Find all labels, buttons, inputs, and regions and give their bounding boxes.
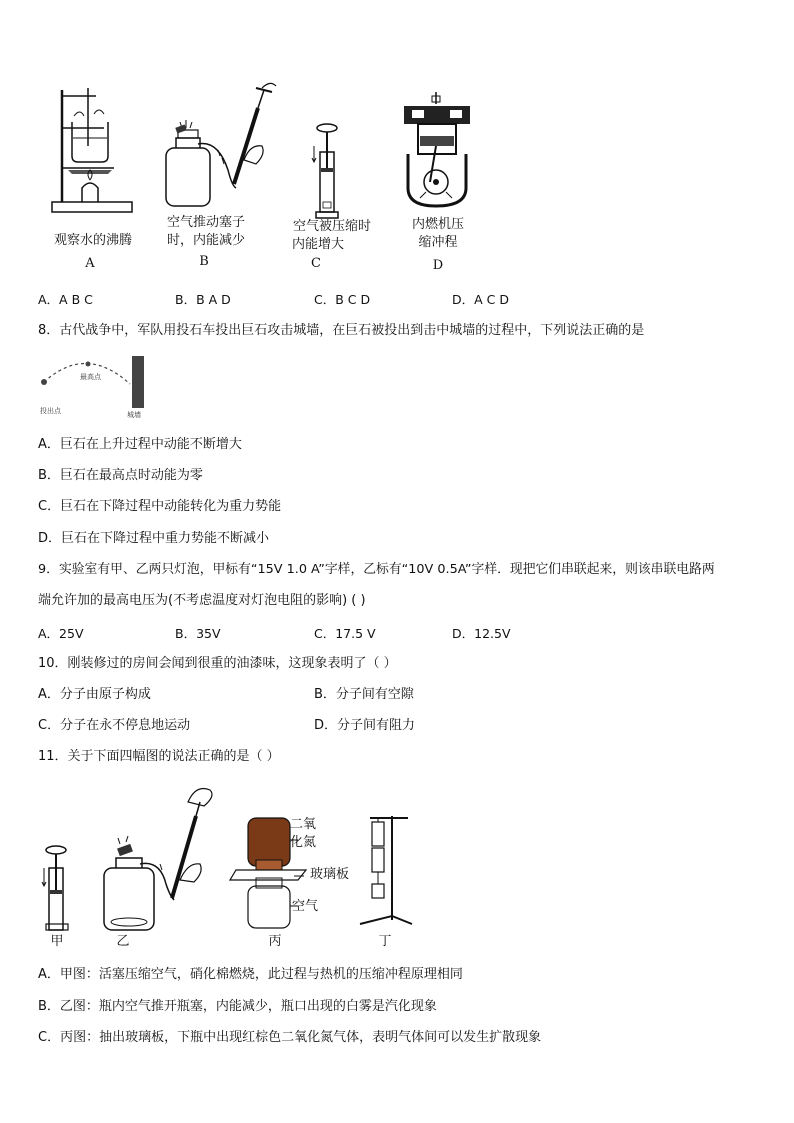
label-air: 空气	[292, 899, 319, 914]
q10-option-a[interactable]: A．分子由原子构成	[38, 687, 151, 702]
figure-label-jia: 甲	[50, 934, 64, 949]
caption-d-line2: 缩冲程	[418, 235, 458, 250]
caption-b-line1: 空气推动塞子	[166, 215, 245, 230]
lead-cylinders-stand-figure	[356, 812, 416, 932]
q8-option-c[interactable]: C．巨石在下降过程中动能转化为重力势能	[38, 499, 282, 514]
q11-option-b[interactable]: B．乙图：瓶内空气推开瓶塞，内能减少，瓶口出现的白雾是汽化现象	[38, 999, 437, 1014]
label-glass-plate: 玻璃板	[310, 867, 350, 882]
q9-option-a[interactable]: A．25V	[38, 626, 84, 641]
q8-option-d[interactable]: D．巨石在下降过程中重力势能不断减小	[38, 531, 270, 546]
q10-option-c[interactable]: C．分子在永不停息地运动	[38, 718, 191, 733]
bottle-pump-figure	[158, 80, 278, 220]
label-city-wall: 城墙	[127, 411, 141, 419]
q7-option-b[interactable]: B．B A D	[175, 292, 231, 307]
caption-c-line1: 空气被压缩时	[292, 219, 371, 234]
figure-letter-c: C	[311, 256, 321, 271]
q8-stem: 8．古代战争中，军队用投石车投出巨石攻击城墙，在巨石被投出到击中城墙的过程中，下列说法正确的是	[38, 323, 645, 338]
figure-label-ding: 丁	[378, 934, 392, 949]
label-highest-point: 最高点	[80, 373, 101, 381]
q7-option-c[interactable]: C．B C D	[314, 292, 371, 307]
q8-option-a[interactable]: A．巨石在上升过程中动能不断增大	[38, 437, 242, 452]
q9-option-c[interactable]: C．17.5 V	[314, 626, 376, 641]
q11-stem: 11．关于下面四幅图的说法正确的是（ ）	[38, 749, 280, 764]
q10-option-b[interactable]: B．分子间有空隙	[314, 687, 414, 702]
caption-a: 观察水的沸腾	[53, 233, 132, 248]
air-compression-cylinder-figure	[302, 122, 352, 222]
caption-d-line1: 内燃机压	[411, 217, 464, 232]
figure-label-yi: 乙	[116, 934, 130, 949]
engine-compression-stroke-figure	[398, 92, 478, 212]
q9-stem-line2: 端允许加的最高电压为(不考虑温度对灯泡电阻的影响) ( )	[38, 593, 366, 608]
q10-stem: 10．刚装修过的房间会闻到很重的油漆味，这现象表明了（ ）	[38, 656, 397, 671]
label-no2-line1: 二氧	[290, 817, 317, 832]
bottle-pump-figure-2	[100, 784, 220, 934]
boiling-water-apparatus-figure	[44, 76, 144, 226]
figure-letter-d: D	[432, 258, 444, 273]
q8-option-b[interactable]: B．巨石在最高点时动能为零	[38, 468, 203, 483]
cylinder-compression-figure	[40, 840, 80, 930]
q7-option-a[interactable]: A．A B C	[38, 292, 93, 307]
figure-letter-b: B	[199, 254, 209, 269]
q9-option-b[interactable]: B．35V	[175, 626, 221, 641]
figure-letter-a: A	[85, 256, 95, 271]
q10-option-d[interactable]: D．分子间有阻力	[314, 718, 416, 733]
label-launch-point: 投出点	[40, 407, 61, 415]
label-no2-line2: 化氮	[290, 835, 317, 850]
q9-stem-line1: 9．实验室有甲、乙两只灯泡，甲标有“15V 1.0 A”字样，乙标有“10V 0.5A”字样．现把它们串联起来，则该串联电路两	[38, 562, 715, 577]
caption-b-line2: 时，内能减少	[166, 233, 245, 248]
q9-option-d[interactable]: D．12.5V	[452, 626, 511, 641]
figure-label-bing: 丙	[268, 934, 282, 949]
q11-option-a[interactable]: A．甲图：活塞压缩空气，硝化棉燃烧，此过程与热机的压缩冲程原理相同	[38, 967, 463, 982]
caption-c-line2: 内能增大	[291, 237, 344, 252]
q7-option-d[interactable]: D．A C D	[452, 292, 509, 307]
q11-option-c[interactable]: C．丙图：抽出玻璃板，下瓶中出现红棕色二氧化氮气体，表明气体间可以发生扩散现象	[38, 1030, 542, 1045]
